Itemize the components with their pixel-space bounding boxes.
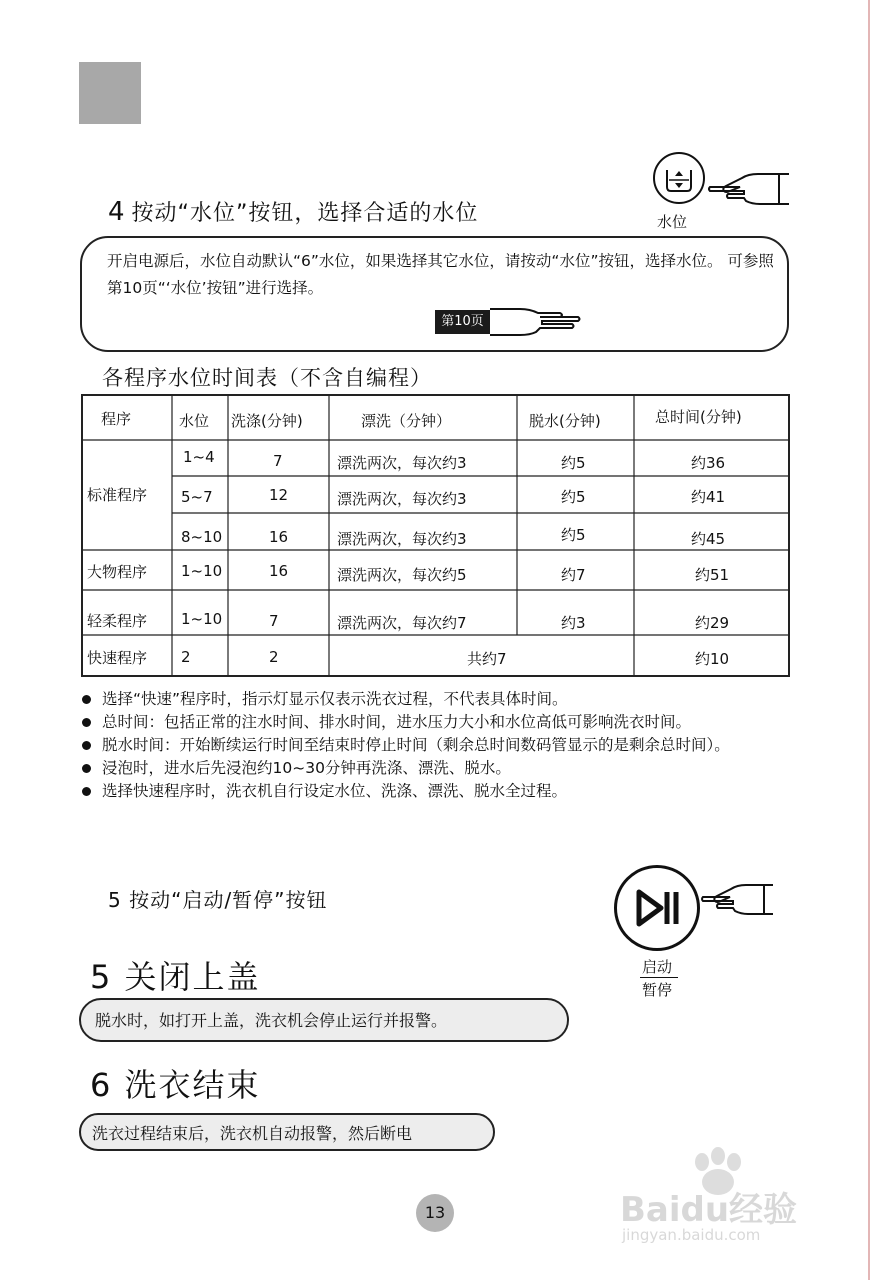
section6-note: 洗衣过程结束后，洗衣机自动报警，然后断电 [92,1124,413,1143]
pointing-hand-icon [708,170,790,206]
table-cell-total: 约51 [695,566,730,584]
table-cell-level: 8~10 [181,528,223,546]
table-cell-level: 1~4 [183,448,215,466]
table-cell-spin: 约7 [561,566,586,584]
table-cell-level: 1~10 [181,610,223,628]
page-reference-tag: 第10页 [435,310,490,334]
step4-instruction-text: 开启电源后，水位自动默认“6”水位，如果选择其它水位，请按动“水位”按钮，选择水位。 可参照第10页“‘水位’按钮”进行选择。 [107,252,774,297]
table-cell-spin: 约5 [561,526,586,544]
note-item: 浸泡时，进水后先浸泡约10~30分钟再洗涤、漂洗、脱水。 [80,757,800,779]
section5-number: 5 [90,958,113,996]
table-cell-total: 约29 [695,614,730,632]
table-cell-total: 约10 [695,650,730,668]
header-wash: 洗涤(分钟) [231,412,303,430]
table-cell-level: 5~7 [181,488,213,506]
table-cell-spin: 约3 [561,614,586,632]
pointing-hand-icon [700,882,774,916]
chapter-marker-block [79,62,141,124]
water-level-time-table [81,394,790,677]
table-cell-wash: 16 [269,562,289,580]
section5-note: 脱水时，如打开上盖，洗衣机会停止运行并报警。 [95,1011,448,1030]
note-item: 选择快速程序时，洗衣机自行设定水位、洗涤、漂洗、脱水全过程。 [80,780,800,802]
watermark-url: jingyan.baidu.com [622,1226,761,1244]
pointing-hand-icon [490,305,582,339]
table-cell-total: 约41 [691,488,726,506]
program-standard: 标准程序 [87,486,148,504]
table-cell-level: 2 [181,648,191,666]
step4-number: 4 [108,197,126,227]
baidu-watermark [600,1140,830,1250]
header-rinse: 漂洗（分钟） [361,412,452,430]
page-number: 13 [416,1194,454,1232]
table-cell-spin: 约5 [561,488,586,506]
water-level-label: 水位 [657,213,688,231]
table-cell-rinse: 漂洗两次，每次约3 [337,490,467,508]
notes-list [80,688,800,803]
table-cell-rinse: 漂洗两次，每次约3 [337,454,467,472]
water-level-button-icon [653,152,705,204]
section6-heading [90,1060,261,1106]
table-cell-wash: 12 [269,486,289,504]
table-cell-rinse: 漂洗两次，每次约3 [337,530,467,548]
program-quick: 快速程序 [87,649,148,667]
program-gentle: 轻柔程序 [87,612,148,630]
section5-heading [90,952,261,998]
start-label: 启动 [642,958,673,976]
page-edge-line [868,0,870,1280]
header-level: 水位 [179,412,210,430]
header-total: 总时间(分钟) [655,408,742,426]
table-cell-rinse: 漂洗两次，每次约5 [337,566,467,584]
note-item: 脱水时间：开始断续运行时间至结束时停止时间（剩余总时间数码管显示的是剩余总时间）。 [80,734,800,756]
section6-title: 洗衣结束 [124,1066,261,1104]
program-bulky: 大物程序 [87,563,148,581]
table-cell-total: 约45 [691,530,726,548]
table-cell-level: 1~10 [181,562,223,580]
header-program: 程序 [101,410,132,428]
label-divider [640,977,678,978]
table-cell-wash: 7 [273,452,283,470]
table-title: 各程序水位时间表（不含自编程） [102,366,432,390]
step4-title-text: 按动“水位”按钮，选择合适的水位 [131,201,479,226]
table-cell-wash: 2 [269,648,279,666]
table-cell-spin: 约5 [561,454,586,472]
table-cell-wash: 16 [269,528,289,546]
section6-number: 6 [90,1066,113,1104]
table-cell-wash: 7 [269,612,279,630]
section5-title: 关闭上盖 [124,958,261,996]
start-pause-button-icon [614,865,700,951]
table-cell-total: 约36 [691,454,726,472]
note-item: 选择“快速”程序时，指示灯显示仅表示洗衣过程，不代表具体时间。 [80,688,800,710]
step5-start-pause-text: 5 按动“启动/暂停”按钮 [108,888,328,912]
step4-title [108,196,478,227]
watermark-brand: Baidu经验 [620,1190,798,1230]
table-cell-rinse: 漂洗两次，每次约7 [337,614,467,632]
table-cell-rinse-spin: 共约7 [467,650,507,668]
header-spin: 脱水(分钟) [529,412,601,430]
note-item: 总时间：包括正常的注水时间、排水时间，进水压力大小和水位高低可影响洗衣时间。 [80,711,800,733]
pause-label: 暂停 [642,981,673,999]
